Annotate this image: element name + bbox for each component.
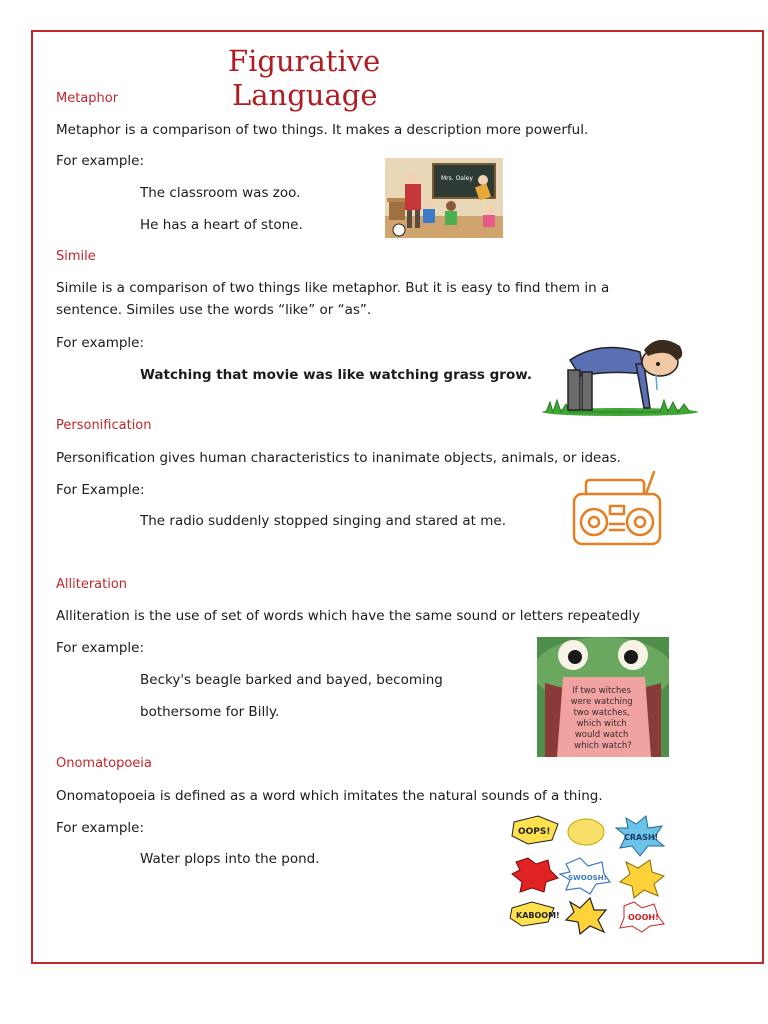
twister-line-6: which watch?: [574, 741, 632, 751]
page-title: [228, 44, 408, 112]
chalkboard-text: Mrs. Oaley: [441, 175, 473, 182]
classroom-illustration: [385, 158, 503, 238]
metaphor-heading: Metaphor: [56, 91, 119, 106]
onomatopoeia-example-label: For example:: [56, 820, 145, 836]
burst-crash: CRASH!: [624, 833, 659, 842]
personification-definition: Personification gives human characteristics to inanimate objects, animals, or ideas.: [56, 450, 621, 466]
alliteration-example-2: bothersome for Billy.: [140, 704, 280, 720]
metaphor-example-label: For example:: [56, 153, 145, 169]
alliteration-heading: Alliteration: [56, 577, 128, 592]
twister-line-1: If two witches: [572, 686, 632, 696]
twister-line-4: which witch: [576, 719, 627, 729]
burst-swoosh: SWOOSH!: [568, 874, 607, 882]
onomatopoeia-definition: Onomatopoeia is defined as a word which imitates the natural sounds of a thing.: [56, 788, 603, 804]
simile-example-label: For example:: [56, 335, 145, 351]
simile-definition: Simile is a comparison of two things like metaphor. But it is easy to find them in a sentence. Similes use the words “like” or “as”.: [56, 280, 610, 318]
burst-oops: OOPS!: [518, 827, 551, 837]
metaphor-example-2: He has a heart of stone.: [140, 217, 303, 233]
frog-tongue-twister-illustration: [537, 637, 669, 757]
twister-line-5: would watch: [574, 730, 629, 740]
twister-line-2: were watching: [570, 697, 633, 707]
metaphor-example-1: The classroom was zoo.: [140, 185, 301, 201]
simile-example: Watching that movie was like watching grass grow.: [140, 367, 532, 383]
onomatopoeia-heading: Onomatopoeia: [56, 756, 152, 771]
alliteration-example-label: For example:: [56, 640, 145, 656]
alliteration-definition: Alliteration is the use of set of words which have the same sound or letters repeatedly: [56, 608, 641, 624]
comic-sound-effects-illustration: [508, 812, 670, 936]
burst-oooh: OOOH!: [628, 913, 659, 922]
svg-text:If two witches were watc: [571, 686, 636, 751]
onomatopoeia-example: Water plops into the pond.: [140, 851, 320, 867]
radio-illustration: [568, 470, 668, 550]
metaphor-definition: Metaphor is a comparison of two things. It makes a description more powerful.: [56, 122, 589, 138]
grass-watcher-illustration: [540, 330, 700, 418]
personification-example-label: For Example:: [56, 482, 145, 498]
personification-heading: Personification: [56, 418, 152, 433]
alliteration-example-1: Becky's beagle barked and bayed, becoming: [140, 672, 443, 688]
title-line-1: Figurative: [228, 44, 381, 78]
twister-line-3: two watches,: [573, 708, 630, 718]
personification-example: The radio suddenly stopped singing and stared at me.: [140, 513, 506, 529]
burst-kaboom: KABOOM!: [516, 911, 560, 920]
title-line-2: Language: [232, 78, 378, 112]
simile-heading: Simile: [56, 249, 96, 264]
